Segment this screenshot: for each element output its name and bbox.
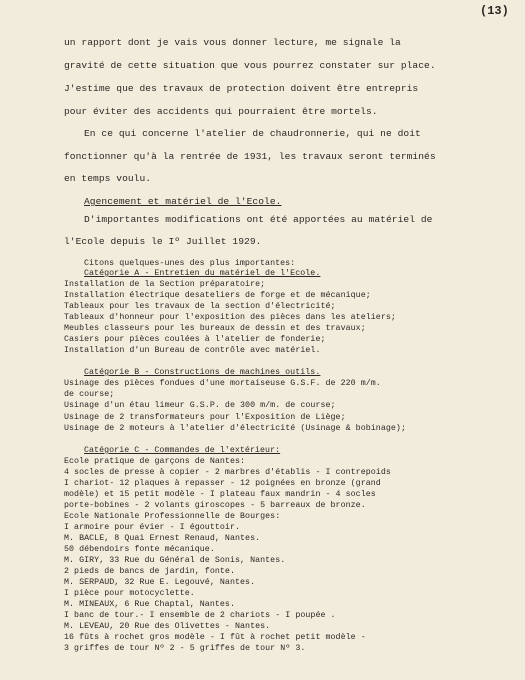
paragraph-line: D'importantes modifications ont été apportées au matériel de <box>84 214 433 225</box>
list-item: de course; <box>64 390 115 399</box>
list-item: Meubles classeurs pour les bureaux de dessin et des travaux; <box>64 324 366 333</box>
list-item: modèle) et 15 petit modèle - I plateau faux mandrin - 4 socles <box>64 490 376 499</box>
category-a-heading: Catégorie A - Entretien du matériel de l'Ecole. <box>84 269 321 278</box>
list-item: 2 pieds de bancs de jardin, fonte. <box>64 567 235 576</box>
list-item: Usinage de 2 moteurs à l'atelier d'électricité (Usinage & bobinage); <box>64 424 406 433</box>
list-item: M. LEVEAU, 20 Rue des Olivettes - Nantes. <box>64 622 271 631</box>
list-item: Usinage des pièces fondues d'une mortaiseuse G.S.F. de 220 m/m. <box>64 379 381 388</box>
list-item: Casiers pour pièces coulées à l'atelier de fonderie; <box>64 335 326 344</box>
paragraph-line: pour éviter des accidents qui pourraient être mortels. <box>64 106 378 117</box>
list-item: 4 socles de presse à copier - 2 marbres d'établis - I contrepoids <box>64 468 391 477</box>
list-item: Usinage d'un étau limeur G.S.P. de 300 m/m. de course; <box>64 401 336 410</box>
list-item: Usinage de 2 transformateurs pour l'Exposition de Liège; <box>64 413 346 422</box>
list-item: M. GIRY, 33 Rue du Général de Sonis, Nantes. <box>64 556 286 565</box>
category-b-heading: Catégorie B - Constructions de machines outils. <box>84 368 321 377</box>
category-c-heading: Catégorie C - Commandes de l'extérieur: <box>84 446 281 455</box>
list-item: M. BACLE, 8 Quai Ernest Renaud, Nantes. <box>64 534 261 543</box>
list-item: Tableaux d'honneur pour l'exposition des pièces dans les ateliers; <box>64 313 396 322</box>
list-item: Tableaux pour les travaux de la section d'électricité; <box>64 302 336 311</box>
list-item: I chariot- 12 plaques à repasser - 12 poignées en bronze (grand <box>64 479 381 488</box>
list-item: porte-bobines - 2 volants giroscopes - 5 barreaux de bronze. <box>64 501 366 510</box>
list-item: 16 fûts à rochet gros modèle - I fût à rochet petit modèle - <box>64 633 366 642</box>
list-item: Ecole pratique de garçons de Nantes: <box>64 457 246 466</box>
list-item: I banc de tour.- I ensemble de 2 chariots - I poupée . <box>64 611 336 620</box>
paragraph-line: un rapport dont je vais vous donner lecture, me signale la <box>64 37 401 48</box>
paragraph-line: J'estime que des travaux de protection doivent être entrepris <box>64 83 419 94</box>
list-item: M. MINEAUX, 6 Rue Chaptal, Nantes. <box>64 600 235 609</box>
list-item: M. SERPAUD, 32 Rue E. Legouvé, Nantes. <box>64 578 256 587</box>
paragraph-line: En ce qui concerne l'atelier de chaudronnerie, qui ne doit <box>84 128 421 139</box>
section-heading: Agencement et matériel de l'Ecole. <box>84 196 282 207</box>
list-item: Ecole Nationale Professionnelle de Bourges: <box>64 512 281 521</box>
paragraph-line: gravité de cette situation que vous pourrez constater sur place. <box>64 60 436 71</box>
list-item: I armoire pour évier - I égouttoir. <box>64 523 241 532</box>
list-item: Installation électrique desateliers de forge et de mécanique; <box>64 291 371 300</box>
paragraph-line: fonctionner qu'à la rentrée de 1931, les travaux seront terminés <box>64 151 436 162</box>
list-item: 50 débendoirs fonte mécanique. <box>64 545 215 554</box>
list-item: Installation de la Section préparatoire; <box>64 280 266 289</box>
list-item: Installation d'un Bureau de contrôle avec matériel. <box>64 346 321 355</box>
paragraph-line: l'Ecole depuis le Iº Juillet 1929. <box>64 236 262 247</box>
list-item: I pièce pour motocyclette. <box>64 589 195 598</box>
intro-line: Citons quelques-unes des plus importantes: <box>84 259 296 268</box>
list-item: 3 griffes de tour Nº 2 - 5 griffes de tour Nº 3. <box>64 644 306 653</box>
paragraph-line: en temps voulu. <box>64 173 152 184</box>
page-number: (13) <box>480 4 509 18</box>
